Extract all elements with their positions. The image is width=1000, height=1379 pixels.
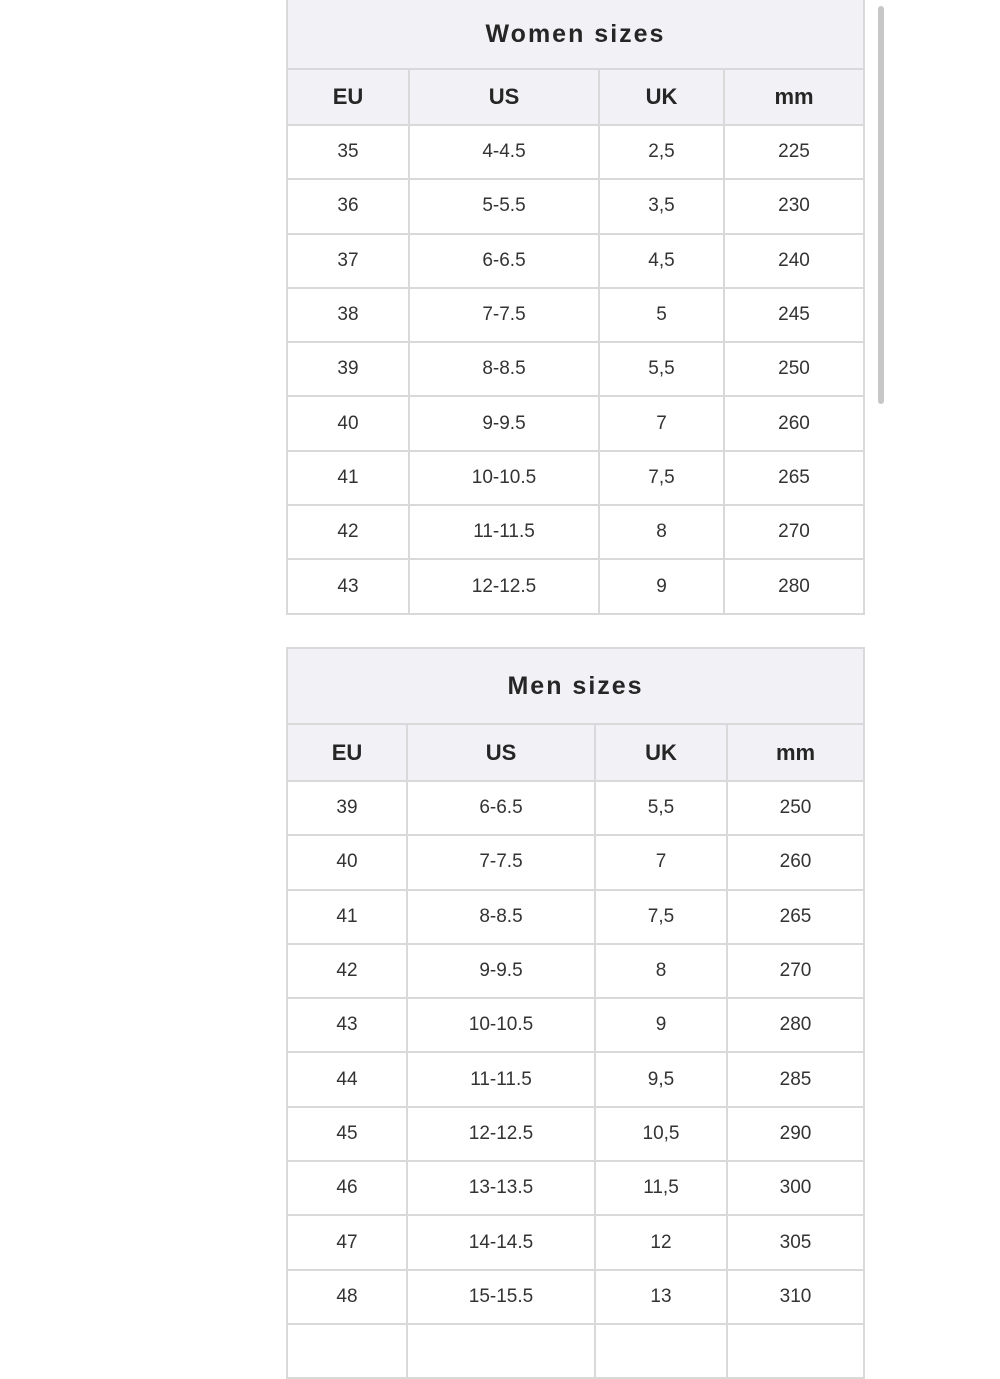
scrollbar-thumb[interactable] bbox=[878, 6, 884, 404]
men-cell-mm: 310 bbox=[727, 1270, 864, 1324]
men-cell-uk: 7,5 bbox=[595, 890, 727, 944]
men-cell-us: 10-10.5 bbox=[407, 998, 595, 1052]
women-header-us: US bbox=[409, 69, 599, 125]
women-cell-uk: 5,5 bbox=[599, 342, 724, 396]
women-cell-us: 11-11.5 bbox=[409, 505, 599, 559]
women-cell-eu: 39 bbox=[287, 342, 409, 396]
women-cell-us: 12-12.5 bbox=[409, 559, 599, 613]
men-cell-us: 12-12.5 bbox=[407, 1107, 595, 1161]
women-cell-eu: 36 bbox=[287, 179, 409, 233]
men-cell-us bbox=[407, 1324, 595, 1378]
men-header-row bbox=[287, 724, 864, 781]
men-table-title: Men sizes bbox=[287, 648, 864, 724]
men-header-eu: EU bbox=[287, 724, 407, 781]
men-cell-eu: 47 bbox=[287, 1215, 407, 1269]
women-cell-us: 9-9.5 bbox=[409, 396, 599, 450]
men-cell-mm bbox=[727, 1324, 864, 1378]
table-row bbox=[287, 288, 864, 342]
men-cell-us: 14-14.5 bbox=[407, 1215, 595, 1269]
men-cell-mm: 290 bbox=[727, 1107, 864, 1161]
men-cell-mm: 280 bbox=[727, 998, 864, 1052]
women-header-row bbox=[287, 69, 864, 125]
women-cell-mm: 265 bbox=[724, 451, 864, 505]
men-cell-uk: 11,5 bbox=[595, 1161, 727, 1215]
men-cell-us: 15-15.5 bbox=[407, 1270, 595, 1324]
men-cell-mm: 265 bbox=[727, 890, 864, 944]
men-cell-uk: 10,5 bbox=[595, 1107, 727, 1161]
men-cell-mm: 285 bbox=[727, 1052, 864, 1106]
men-cell-uk bbox=[595, 1324, 727, 1378]
women-header-mm: mm bbox=[724, 69, 864, 125]
women-cell-us: 8-8.5 bbox=[409, 342, 599, 396]
table-row bbox=[287, 451, 864, 505]
men-cell-uk: 5,5 bbox=[595, 781, 727, 835]
women-cell-uk: 3,5 bbox=[599, 179, 724, 233]
table-row bbox=[287, 234, 864, 288]
women-cell-us: 6-6.5 bbox=[409, 234, 599, 288]
table-row bbox=[287, 781, 864, 835]
men-cell-us: 6-6.5 bbox=[407, 781, 595, 835]
men-header-mm: mm bbox=[727, 724, 864, 781]
men-cell-uk: 8 bbox=[595, 944, 727, 998]
women-cell-mm: 230 bbox=[724, 179, 864, 233]
table-row bbox=[287, 396, 864, 450]
table-row bbox=[287, 998, 864, 1052]
women-cell-us: 7-7.5 bbox=[409, 288, 599, 342]
men-cell-mm: 270 bbox=[727, 944, 864, 998]
table-row bbox=[287, 1107, 864, 1161]
men-cell-uk: 9,5 bbox=[595, 1052, 727, 1106]
women-cell-us: 5-5.5 bbox=[409, 179, 599, 233]
men-cell-uk: 12 bbox=[595, 1215, 727, 1269]
women-cell-uk: 9 bbox=[599, 559, 724, 613]
men-cell-mm: 250 bbox=[727, 781, 864, 835]
table-row bbox=[287, 1324, 864, 1378]
table-row bbox=[287, 835, 864, 889]
women-cell-eu: 38 bbox=[287, 288, 409, 342]
women-cell-uk: 8 bbox=[599, 505, 724, 559]
women-cell-mm: 260 bbox=[724, 396, 864, 450]
men-cell-eu: 45 bbox=[287, 1107, 407, 1161]
women-cell-eu: 35 bbox=[287, 125, 409, 179]
women-header-uk: UK bbox=[599, 69, 724, 125]
men-cell-us: 8-8.5 bbox=[407, 890, 595, 944]
women-cell-uk: 5 bbox=[599, 288, 724, 342]
women-cell-us: 4-4.5 bbox=[409, 125, 599, 179]
men-cell-eu: 44 bbox=[287, 1052, 407, 1106]
men-cell-mm: 300 bbox=[727, 1161, 864, 1215]
women-header-eu: EU bbox=[287, 69, 409, 125]
women-cell-eu: 43 bbox=[287, 559, 409, 613]
men-cell-eu: 39 bbox=[287, 781, 407, 835]
table-row bbox=[287, 125, 864, 179]
men-cell-eu bbox=[287, 1324, 407, 1378]
table-row bbox=[287, 342, 864, 396]
table-row bbox=[287, 179, 864, 233]
women-title-row bbox=[287, 0, 864, 69]
men-header-uk: UK bbox=[595, 724, 727, 781]
table-row bbox=[287, 1270, 864, 1324]
men-cell-mm: 305 bbox=[727, 1215, 864, 1269]
women-table-title: Women sizes bbox=[287, 0, 864, 69]
table-row bbox=[287, 890, 864, 944]
men-cell-eu: 43 bbox=[287, 998, 407, 1052]
table-row bbox=[287, 1161, 864, 1215]
table-row bbox=[287, 1052, 864, 1106]
men-cell-mm: 260 bbox=[727, 835, 864, 889]
women-cell-uk: 7 bbox=[599, 396, 724, 450]
men-cell-uk: 7 bbox=[595, 835, 727, 889]
men-header-us: US bbox=[407, 724, 595, 781]
women-cell-mm: 270 bbox=[724, 505, 864, 559]
men-cell-eu: 42 bbox=[287, 944, 407, 998]
women-cell-mm: 280 bbox=[724, 559, 864, 613]
table-row bbox=[287, 1215, 864, 1269]
women-cell-eu: 41 bbox=[287, 451, 409, 505]
table-row bbox=[287, 559, 864, 613]
men-cell-eu: 48 bbox=[287, 1270, 407, 1324]
women-size-table bbox=[286, 0, 865, 615]
men-size-table bbox=[286, 647, 865, 1379]
women-cell-uk: 7,5 bbox=[599, 451, 724, 505]
men-cell-uk: 9 bbox=[595, 998, 727, 1052]
table-row bbox=[287, 944, 864, 998]
women-cell-uk: 4,5 bbox=[599, 234, 724, 288]
men-cell-eu: 46 bbox=[287, 1161, 407, 1215]
men-cell-eu: 40 bbox=[287, 835, 407, 889]
men-title-row bbox=[287, 648, 864, 724]
women-cell-us: 10-10.5 bbox=[409, 451, 599, 505]
men-cell-us: 13-13.5 bbox=[407, 1161, 595, 1215]
men-cell-us: 7-7.5 bbox=[407, 835, 595, 889]
women-cell-uk: 2,5 bbox=[599, 125, 724, 179]
men-cell-eu: 41 bbox=[287, 890, 407, 944]
women-cell-eu: 37 bbox=[287, 234, 409, 288]
men-cell-uk: 13 bbox=[595, 1270, 727, 1324]
women-cell-eu: 40 bbox=[287, 396, 409, 450]
women-cell-mm: 250 bbox=[724, 342, 864, 396]
women-cell-mm: 225 bbox=[724, 125, 864, 179]
women-cell-mm: 240 bbox=[724, 234, 864, 288]
men-cell-us: 11-11.5 bbox=[407, 1052, 595, 1106]
women-cell-eu: 42 bbox=[287, 505, 409, 559]
men-cell-us: 9-9.5 bbox=[407, 944, 595, 998]
table-row bbox=[287, 505, 864, 559]
women-cell-mm: 245 bbox=[724, 288, 864, 342]
